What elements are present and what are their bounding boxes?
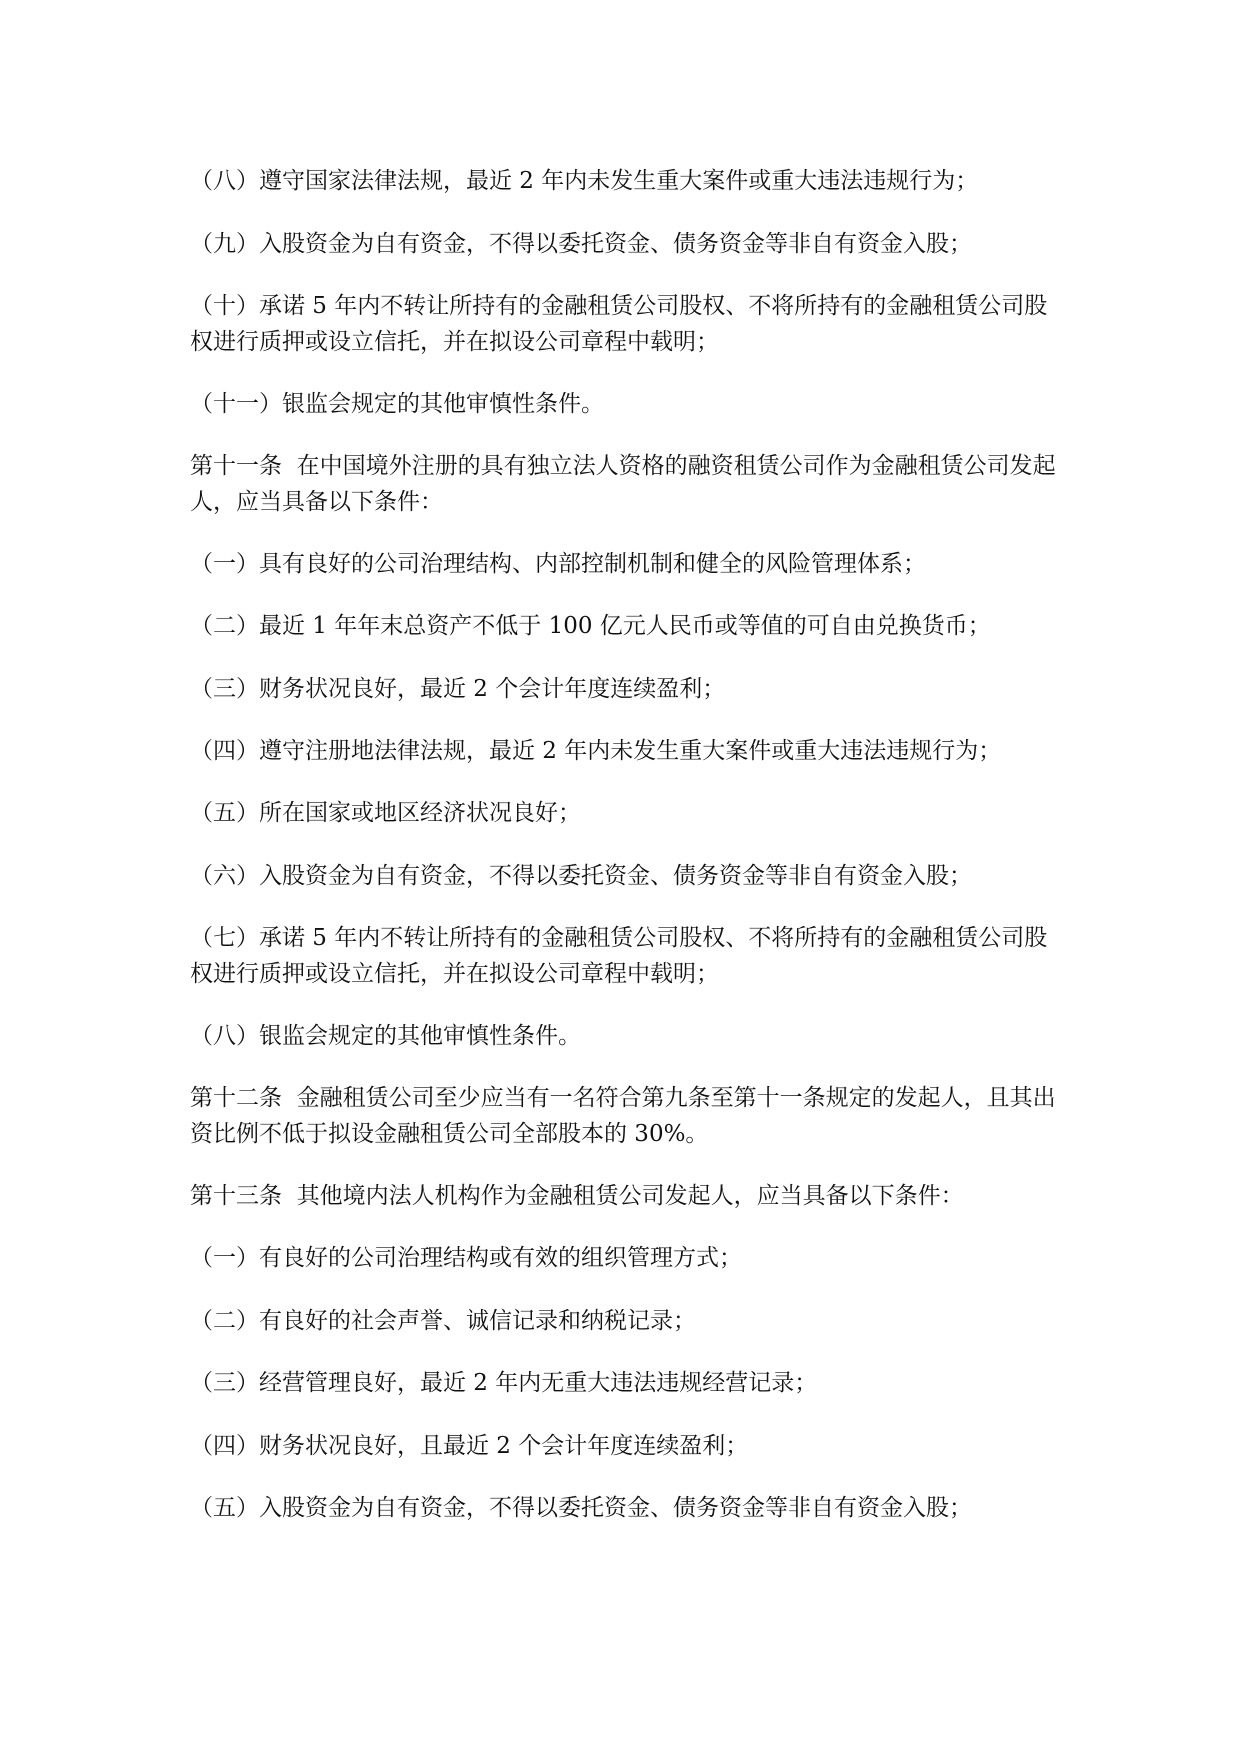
article-11-item-2: （二）最近 1 年年末总资产不低于 100 亿元人民币或等值的可自由兑换货币； [190,613,991,639]
article-13-item-4: （四）财务状况良好，且最近 2 个会计年度连续盈利； [190,1433,749,1459]
article-11-item-5: （五）所在国家或地区经济状况良好； [190,800,581,826]
article-11-item-8: （八）银监会规定的其他审慎性条件。 [190,1023,581,1049]
article-11-item-4: （四）遵守注册地法律法规，最近 2 年内未发生重大案件或重大违法违规行为； [190,738,1002,764]
article-11-item-3: （三）财务状况良好，最近 2 个会计年度连续盈利； [190,676,726,702]
item-11-paragraph: （十一）银监会规定的其他审慎性条件。 [190,391,604,417]
article-13-item-3: （三）经营管理良好，最近 2 年内无重大违法违规经营记录； [190,1370,818,1396]
article-13-item-1: （一）有良好的公司治理结构或有效的组织管理方式； [190,1245,742,1271]
article-13-item-2: （二）有良好的社会声誉、诚信记录和纳税记录； [190,1308,696,1334]
item-10-paragraph: （十）承诺 5 年内不转让所持有的金融租赁公司股权、不将所持有的金融租赁公司股权进行质押或设立信托，并在拟设公司章程中载明； [190,293,1048,355]
article-11-heading: 第十一条 在中国境外注册的具有独立法人资格的融资租赁公司作为金融租赁公司发起人，应当具备以下条件： [190,453,1056,515]
item-8-paragraph: （八）遵守国家法律法规，最近 2 年内未发生重大案件或重大违法违规行为； [190,168,979,194]
item-9-paragraph: （九）入股资金为自有资金，不得以委托资金、债务资金等非自有资金入股； [190,231,972,257]
article-12-paragraph: 第十二条 金融租赁公司至少应当有一名符合第九条至第十一条规定的发起人，且其出资比例不低于拟设金融租赁公司全部股本的 30%。 [190,1085,1056,1147]
article-13-heading: 第十三条 其他境内法人机构作为金融租赁公司发起人，应当具备以下条件： [190,1183,964,1209]
article-11-item-7: （七）承诺 5 年内不转让所持有的金融租赁公司股权、不将所持有的金融租赁公司股权进行质押或设立信托，并在拟设公司章程中载明； [190,925,1048,987]
article-13-item-5: （五）入股资金为自有资金，不得以委托资金、债务资金等非自有资金入股； [190,1495,972,1521]
article-11-item-6: （六）入股资金为自有资金，不得以委托资金、债务资金等非自有资金入股； [190,863,972,889]
article-11-item-1: （一）具有良好的公司治理结构、内部控制机制和健全的风险管理体系； [190,551,926,577]
